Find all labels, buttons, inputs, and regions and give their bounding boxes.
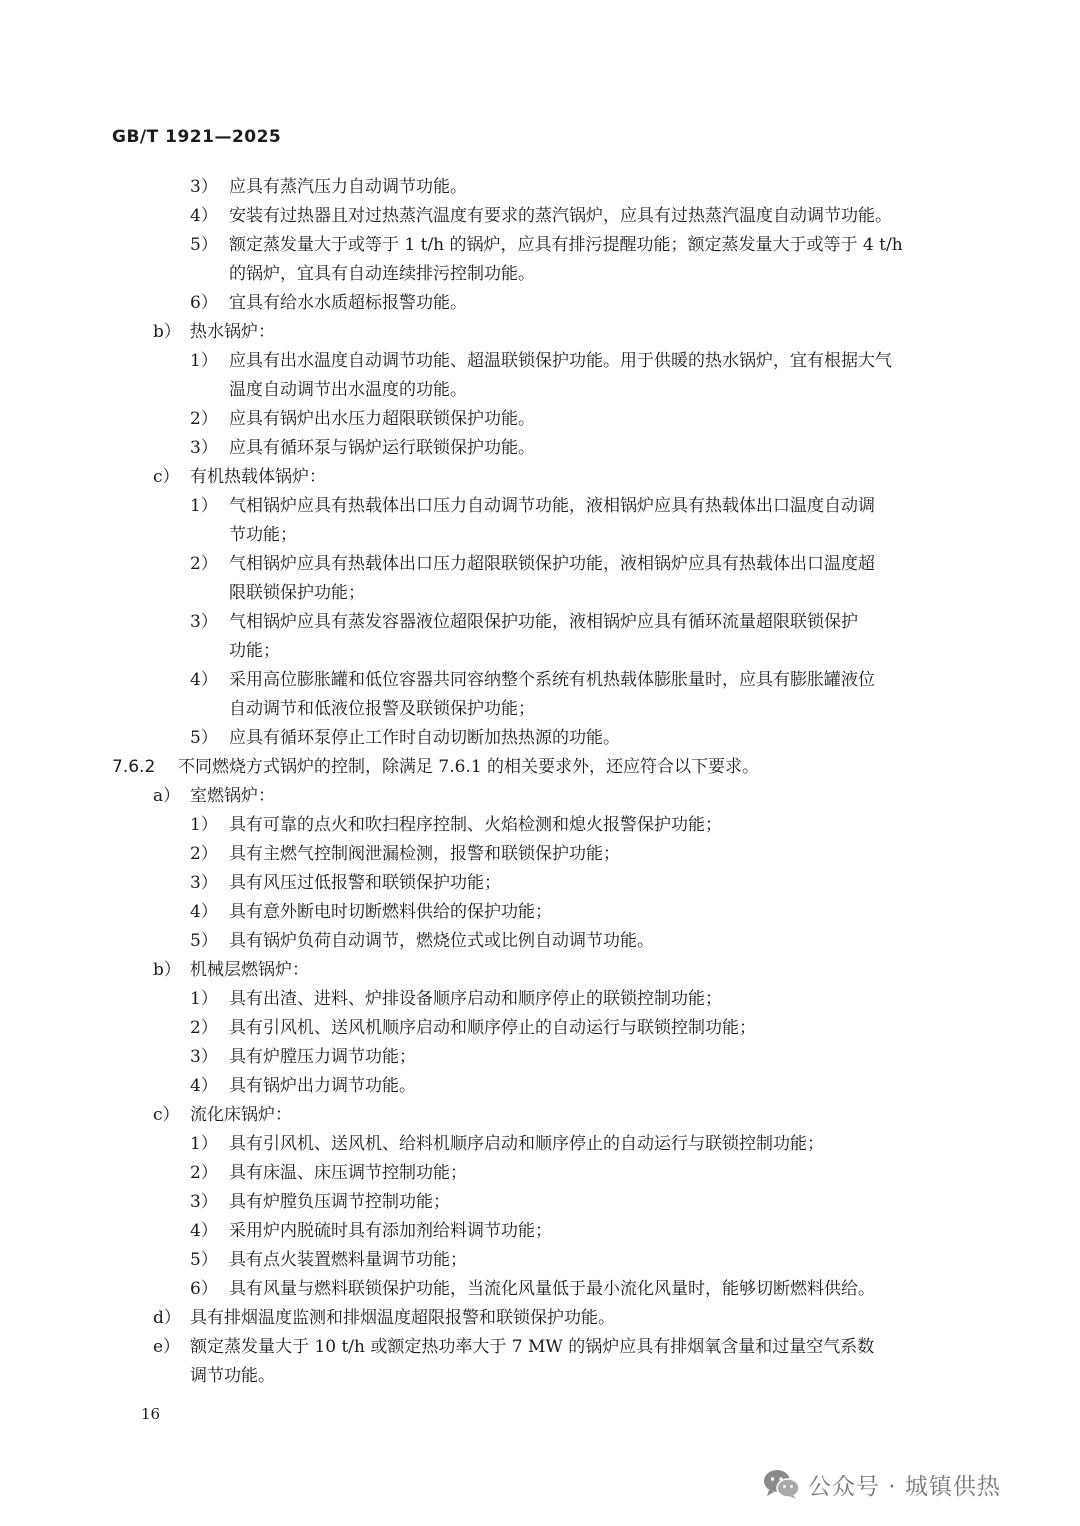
item-text: 采用高位膨胀罐和低位容器共同容纳整个系统有机热载体膨胀量时，应具有膨胀罐液位 — [229, 670, 875, 690]
list-item-continuation — [0, 521, 1080, 550]
item-text: 具有可靠的点火和吹扫程序控制、火焰检测和熄火报警保护功能； — [229, 815, 722, 835]
item-number: 2） — [190, 554, 218, 574]
item-number: 3） — [190, 873, 218, 893]
list-item-continuation — [0, 637, 1080, 666]
item-text: 具有炉膛压力调节功能； — [229, 1047, 416, 1067]
list-item — [0, 1275, 1080, 1304]
item-text: 具有排烟温度监测和排烟温度超限报警和联锁保护功能。 — [190, 1308, 615, 1328]
item-number: 5） — [190, 728, 218, 748]
list-item — [0, 869, 1080, 898]
item-number: 3） — [190, 438, 218, 458]
item-number: 6） — [190, 293, 218, 313]
item-text: 应具有循环泵与锅炉运行联锁保护功能。 — [229, 438, 535, 458]
item-number: 3） — [190, 1047, 218, 1067]
item-number: 3） — [190, 612, 218, 632]
clause-number: 7.6.2 — [112, 757, 156, 777]
watermark — [762, 1464, 1001, 1504]
list-item — [0, 1217, 1080, 1246]
subsection-item-continuation — [0, 1362, 1080, 1391]
item-text: 安装有过热器且对过热蒸汽温度有要求的蒸汽锅炉，应具有过热蒸汽温度自动调节功能。 — [229, 206, 892, 226]
list-item — [0, 231, 1080, 260]
item-text: 具有意外断电时切断燃料供给的保护功能； — [229, 902, 552, 922]
item-letter: a） — [153, 786, 181, 806]
item-number: 5） — [190, 931, 218, 951]
item-text: 温度自动调节出水温度的功能。 — [229, 380, 467, 400]
item-text: 具有锅炉出力调节功能。 — [229, 1076, 416, 1096]
list-item — [0, 1188, 1080, 1217]
item-number: 1） — [190, 496, 218, 516]
item-text: 宜具有给水水质超标报警功能。 — [229, 293, 467, 313]
item-letter: e） — [153, 1337, 181, 1357]
list-item — [0, 1072, 1080, 1101]
item-text: 具有风量与燃料联锁保护功能，当流化风量低于最小流化风量时，能够切断燃料供给。 — [229, 1279, 875, 1299]
list-item — [0, 927, 1080, 956]
item-text: 气相锅炉应具有热载体出口压力超限联锁保护功能，液相锅炉应具有热载体出口温度超 — [229, 554, 875, 574]
item-letter: c） — [153, 467, 180, 487]
list-item — [0, 1014, 1080, 1043]
list-item — [0, 840, 1080, 869]
item-number: 1） — [190, 351, 218, 371]
list-item — [0, 898, 1080, 927]
item-letter: b） — [153, 960, 181, 980]
item-text: 具有床温、床压调节控制功能； — [229, 1163, 467, 1183]
item-letter: c） — [153, 1105, 180, 1125]
watermark-text: 公众号 · 城镇供热 — [808, 1473, 1001, 1500]
item-number: 2） — [190, 1163, 218, 1183]
list-item — [0, 492, 1080, 521]
item-letter: b） — [153, 322, 181, 342]
item-text: 应具有循环泵停止工作时自动切断加热热源的功能。 — [229, 728, 620, 748]
item-text: 具有出渣、进料、炉排设备顺序启动和顺序停止的联锁控制功能； — [229, 989, 722, 1009]
item-text: 流化床锅炉： — [190, 1105, 292, 1125]
list-item-continuation — [0, 260, 1080, 289]
item-number: 5） — [190, 235, 218, 255]
list-item — [0, 666, 1080, 695]
subsection-item — [0, 1333, 1080, 1362]
item-number: 5） — [190, 1250, 218, 1270]
item-number: 4） — [190, 902, 218, 922]
item-text: 气相锅炉应具有热载体出口压力自动调节功能，液相锅炉应具有热载体出口温度自动调 — [229, 496, 875, 516]
item-text: 应具有蒸汽压力自动调节功能。 — [229, 177, 467, 197]
list-item — [0, 724, 1080, 753]
item-number: 2） — [190, 409, 218, 429]
item-number: 6） — [190, 1279, 218, 1299]
item-number: 4） — [190, 1076, 218, 1096]
item-text: 有机热载体锅炉： — [190, 467, 326, 487]
item-text: 应具有出水温度自动调节功能、超温联锁保护功能。用于供暖的热水锅炉，宜有根据大气 — [229, 351, 892, 371]
list-item — [0, 811, 1080, 840]
list-item-continuation — [0, 579, 1080, 608]
list-item — [0, 289, 1080, 318]
subsection-item — [0, 1304, 1080, 1333]
clause-heading — [0, 753, 1080, 782]
item-number: 4） — [190, 206, 218, 226]
item-number: 2） — [190, 1018, 218, 1038]
item-text: 气相锅炉应具有蒸发容器液位超限保护功能，液相锅炉应具有循环流量超限联锁保护 — [229, 612, 858, 632]
subsection-heading — [0, 782, 1080, 811]
subsection-heading — [0, 1101, 1080, 1130]
item-text: 应具有锅炉出水压力超限联锁保护功能。 — [229, 409, 535, 429]
list-item — [0, 347, 1080, 376]
list-item-continuation — [0, 376, 1080, 405]
item-text: 调节功能。 — [190, 1366, 275, 1386]
item-text: 机械层燃锅炉： — [190, 960, 309, 980]
item-number: 4） — [190, 1221, 218, 1241]
item-text: 额定蒸发量大于 10 t/h 或额定热功率大于 7 MW 的锅炉应具有排烟氧含量和过量空气系数 — [190, 1337, 875, 1357]
list-item — [0, 434, 1080, 463]
item-text: 功能； — [229, 641, 280, 661]
list-item — [0, 1246, 1080, 1275]
standard-number-header: GB/T 1921—2025 — [112, 127, 282, 147]
item-text: 具有炉膛负压调节控制功能； — [229, 1192, 450, 1212]
item-text: 具有锅炉负荷自动调节，燃烧位式或比例自动调节功能。 — [229, 931, 654, 951]
item-text: 的锅炉，宜具有自动连续排污控制功能。 — [229, 264, 535, 284]
item-text: 具有主燃气控制阀泄漏检测，报警和联锁保护功能； — [229, 844, 620, 864]
list-item — [0, 550, 1080, 579]
list-item — [0, 173, 1080, 202]
item-number: 1） — [190, 815, 218, 835]
item-text: 具有引风机、送风机顺序启动和顺序停止的自动运行与联锁控制功能； — [229, 1018, 756, 1038]
item-text: 额定蒸发量大于或等于 1 t/h 的锅炉，应具有排污提醒功能；额定蒸发量大于或等于 4 t/h — [229, 235, 903, 255]
item-number: 1） — [190, 1134, 218, 1154]
item-number: 4） — [190, 670, 218, 690]
item-text: 限联锁保护功能； — [229, 583, 365, 603]
item-text: 室燃锅炉： — [190, 786, 275, 806]
subsection-heading — [0, 956, 1080, 985]
subsection-heading — [0, 318, 1080, 347]
item-number: 3） — [190, 1192, 218, 1212]
list-item — [0, 202, 1080, 231]
item-text: 采用炉内脱硫时具有添加剂给料调节功能； — [229, 1221, 552, 1241]
item-text: 具有点火装置燃料量调节功能； — [229, 1250, 467, 1270]
list-item — [0, 1043, 1080, 1072]
wechat-icon — [762, 1467, 800, 1501]
item-text: 自动调节和低液位报警及联锁保护功能； — [229, 699, 535, 719]
item-letter: d） — [153, 1308, 181, 1328]
list-item — [0, 608, 1080, 637]
list-item — [0, 1130, 1080, 1159]
item-text: 具有风压过低报警和联锁保护功能； — [229, 873, 501, 893]
document-body — [0, 173, 1080, 1391]
clause-text: 不同燃烧方式锅炉的控制，除满足 7.6.1 的相关要求外，还应符合以下要求。 — [178, 757, 760, 777]
item-text: 具有引风机、送风机、给料机顺序启动和顺序停止的自动运行与联锁控制功能； — [229, 1134, 824, 1154]
item-text: 节功能； — [229, 525, 297, 545]
list-item-continuation — [0, 695, 1080, 724]
page-number: 16 — [141, 1405, 161, 1423]
subsection-heading — [0, 463, 1080, 492]
item-number: 2） — [190, 844, 218, 864]
list-item — [0, 405, 1080, 434]
list-item — [0, 1159, 1080, 1188]
item-number: 1） — [190, 989, 218, 1009]
list-item — [0, 985, 1080, 1014]
item-number: 3） — [190, 177, 218, 197]
item-text: 热水锅炉： — [190, 322, 275, 342]
